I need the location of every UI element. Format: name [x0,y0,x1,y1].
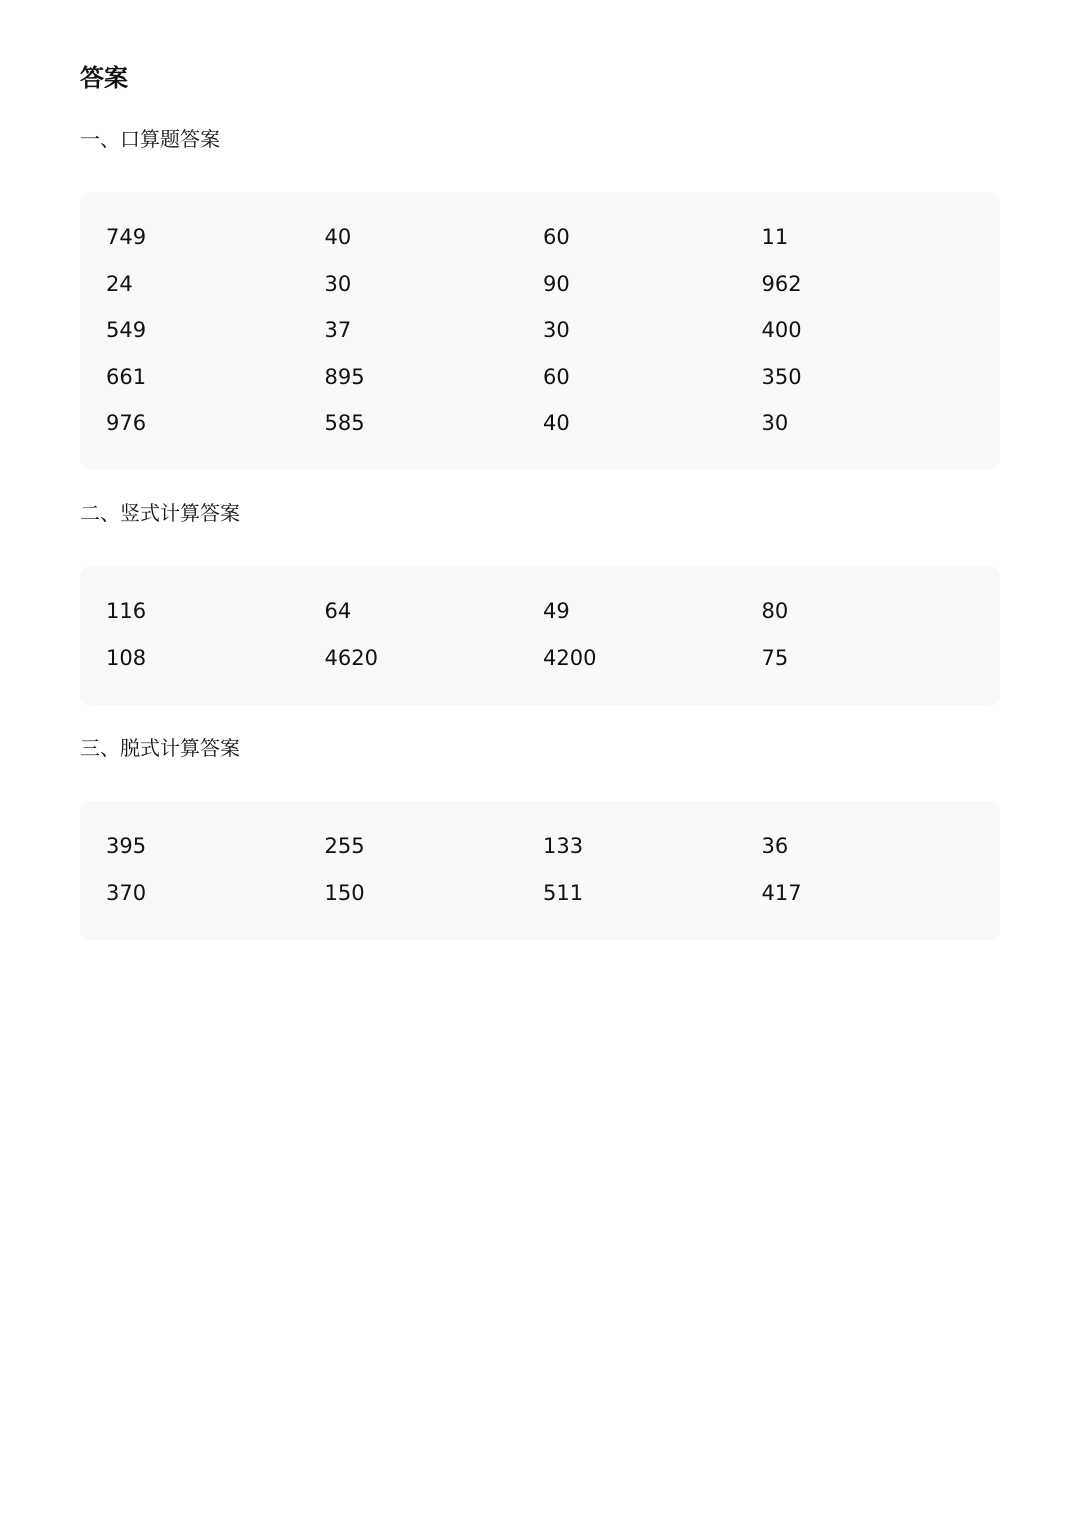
answer-row [106,307,1000,354]
answer-box-oral-calculation [80,192,1000,469]
answer-value: 80 [761,599,789,624]
answer-row [106,400,1000,447]
answer-value: 962 [761,271,802,296]
answer-row [106,214,1000,261]
page-title: 答案 [80,64,128,92]
answer-value: 60 [543,225,570,250]
answer-row [106,261,1000,308]
answer-value: 4620 [324,645,378,670]
answer-value: 395 [106,834,147,859]
answer-value: 549 [106,318,147,343]
answer-value: 11 [761,225,789,250]
answer-value: 24 [106,271,133,296]
answer-value: 585 [324,411,365,436]
answer-value: 150 [324,880,365,905]
answer-box-step-calculation [80,801,1000,940]
answer-value: 350 [761,364,802,389]
answer-value: 36 [761,834,789,859]
answer-value: 976 [106,411,147,436]
answer-value: 133 [543,834,584,859]
answer-value: 30 [543,318,570,343]
answer-value: 400 [761,318,802,343]
answer-value: 40 [543,411,570,436]
answer-value: 749 [106,225,147,250]
answer-value: 40 [324,225,352,250]
answer-value: 60 [543,364,570,389]
answer-value: 255 [324,834,365,859]
answer-value: 661 [106,364,147,389]
answer-value: 4200 [543,645,597,670]
answer-value: 511 [543,880,584,905]
answer-value: 30 [761,411,789,436]
answer-value: 30 [324,271,352,296]
section-title-vertical-calculation: 二、竖式计算答案 [80,501,240,525]
answer-value: 417 [761,880,802,905]
answer-value: 116 [106,599,147,624]
answer-row [106,870,1000,917]
answer-row [106,635,1000,682]
answer-value: 370 [106,880,147,905]
answer-value: 895 [324,364,365,389]
answer-row [106,354,1000,401]
section-title-oral-calculation: 一、口算题答案 [80,127,220,151]
answer-value: 90 [543,271,570,296]
answer-value: 49 [543,599,570,624]
answer-value: 75 [761,645,789,670]
section-title-step-calculation: 三、脱式计算答案 [80,736,240,760]
answer-row [106,588,1000,635]
answer-value: 64 [324,599,352,624]
answer-box-vertical-calculation [80,566,1000,705]
answer-value: 108 [106,645,147,670]
answer-value: 37 [324,318,352,343]
answer-row [106,823,1000,870]
